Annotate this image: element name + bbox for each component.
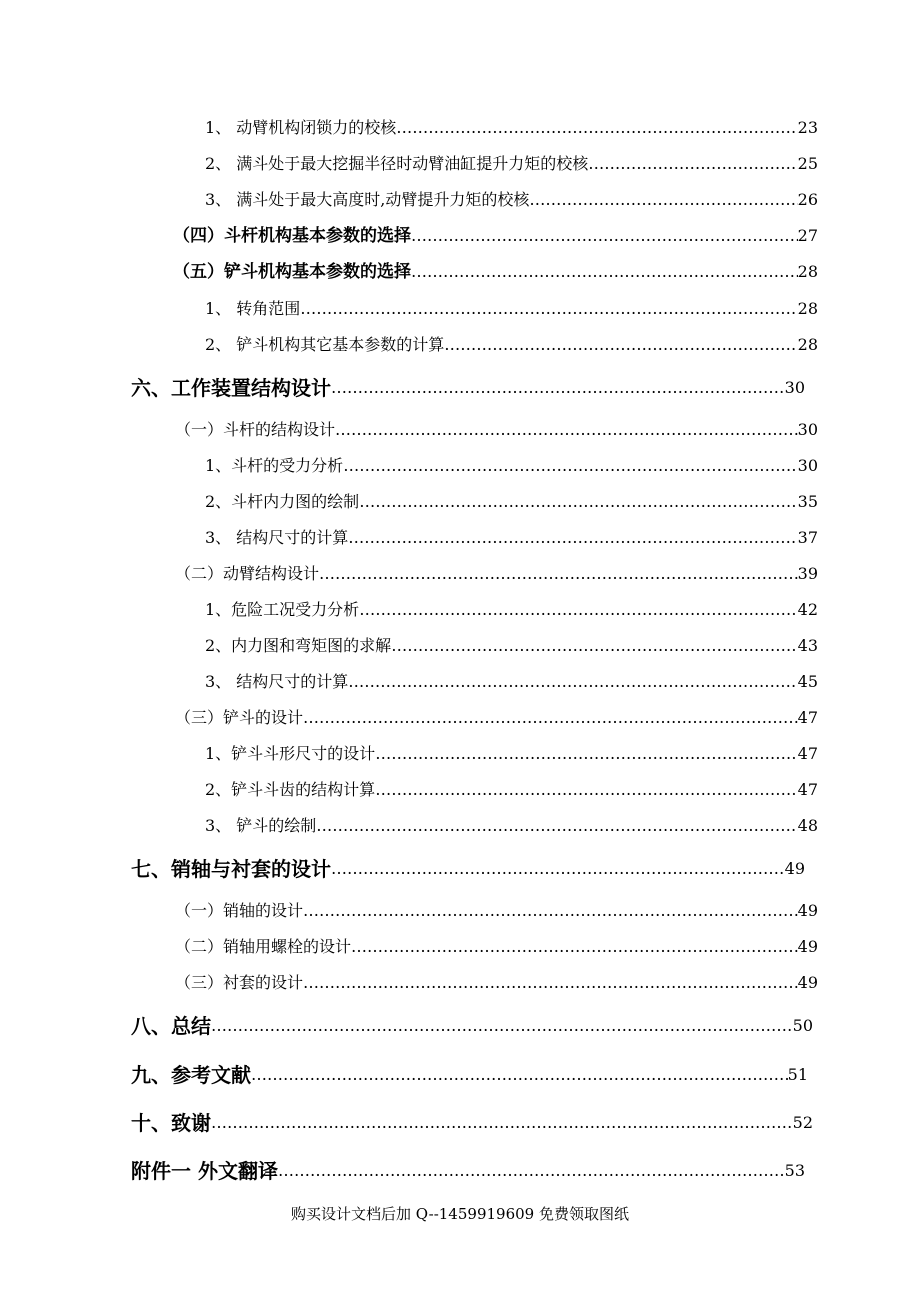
toc-entry-title: 2、 铲斗机构其它基本参数的计算 (205, 335, 445, 354)
toc-entry[interactable] (173, 224, 818, 248)
toc-entry[interactable] (205, 189, 818, 211)
toc-entry[interactable] (205, 815, 818, 837)
toc-leader-dots (303, 707, 798, 729)
toc-chapter-page: 53 (784, 1161, 805, 1180)
toc-entry-title: （二）销轴用螺栓的设计 (175, 937, 352, 956)
toc-chapter[interactable] (131, 1012, 813, 1040)
toc-entry-page: 26 (797, 190, 818, 209)
toc-entry[interactable] (205, 298, 818, 320)
toc-leader-dots (588, 153, 797, 175)
toc-leader-dots (411, 260, 798, 284)
toc-entry[interactable] (175, 972, 818, 994)
toc-entry-title: 1、 转角范围 (205, 299, 301, 318)
toc-entry-page: 49 (797, 901, 818, 920)
toc-entry-page: 28 (797, 262, 818, 281)
toc-entry-title: 2、斗杆内力图的绘制 (205, 492, 360, 511)
toc-entry-page: 25 (797, 154, 818, 173)
toc-entry-page: 49 (797, 973, 818, 992)
toc-chapter-title: 附件一 外文翻译 (131, 1159, 278, 1183)
toc-entry[interactable] (205, 491, 818, 513)
toc-entry[interactable] (175, 900, 818, 922)
toc-entry-page: 47 (797, 780, 818, 799)
toc-leader-dots (351, 936, 798, 958)
toc-leader-dots (375, 743, 797, 765)
toc-leader-dots (375, 779, 797, 801)
toc-entry[interactable] (173, 260, 818, 284)
toc-entry-title: 1、铲斗斗形尺寸的设计 (205, 744, 376, 763)
toc-leader-dots (331, 374, 785, 402)
toc-entry-title: 1、危险工况受力分析 (205, 600, 360, 619)
toc-entry-title: （一）斗杆的结构设计 (175, 420, 336, 439)
toc-leader-dots (396, 117, 797, 139)
toc-entry-page: 49 (797, 937, 818, 956)
toc-leader-dots (331, 855, 785, 883)
toc-leader-dots (359, 599, 797, 621)
toc-entry-page: 23 (797, 118, 818, 137)
toc-leader-dots (303, 900, 798, 922)
toc-entry[interactable] (205, 455, 818, 477)
toc-leader-dots (411, 224, 798, 248)
toc-leader-dots (529, 189, 797, 211)
toc-leader-dots (211, 1012, 793, 1040)
toc-entry-page: 47 (797, 744, 818, 763)
toc-leader-dots (278, 1157, 785, 1185)
toc-leader-dots (343, 455, 797, 477)
toc-entry-page: 39 (797, 564, 818, 583)
toc-entry-title: 3、 满斗处于最大高度时,动臂提升力矩的校核 (205, 190, 530, 209)
toc-entry-title: 2、铲斗斗齿的结构计算 (205, 780, 376, 799)
toc-chapter-title: 八、总结 (131, 1014, 211, 1038)
toc-leader-dots (303, 972, 798, 994)
toc-entry-title: （三）衬套的设计 (175, 973, 304, 992)
toc-chapter-page: 49 (784, 859, 805, 878)
toc-entry[interactable] (205, 117, 818, 139)
toc-entry-page: 28 (797, 299, 818, 318)
toc-leader-dots (391, 635, 797, 657)
toc-chapter-title: 七、销轴与衬套的设计 (131, 857, 331, 881)
toc-entry-page: 30 (797, 420, 818, 439)
toc-entry-title: （一）销轴的设计 (175, 901, 304, 920)
toc-entry-title: 1、 动臂机构闭锁力的校核 (205, 118, 397, 137)
toc-entry-page: 30 (797, 456, 818, 475)
toc-entry-page: 37 (797, 528, 818, 547)
toc-leader-dots (319, 563, 798, 585)
toc-entry-page: 47 (797, 708, 818, 727)
toc-chapter-title: 十、致谢 (131, 1111, 211, 1135)
toc-leader-dots (251, 1061, 788, 1089)
toc-entry-title: 2、内力图和弯矩图的求解 (205, 636, 392, 655)
toc-chapter-page: 30 (784, 378, 805, 397)
toc-chapter-title: 九、参考文献 (131, 1063, 251, 1087)
toc-entry[interactable] (205, 743, 818, 765)
toc-chapter[interactable] (131, 1157, 805, 1185)
toc-entry-title: （四）斗杆机构基本参数的选择 (173, 226, 411, 246)
toc-leader-dots (348, 671, 797, 693)
toc-entry-title: （五）铲斗机构基本参数的选择 (173, 262, 411, 282)
toc-entry-page: 45 (797, 672, 818, 691)
toc-entry-title: 3、 铲斗的绘制 (205, 816, 317, 835)
toc-entry[interactable] (205, 153, 818, 175)
toc-chapter[interactable] (131, 374, 805, 402)
toc-entry-title: 3、 结构尺寸的计算 (205, 528, 349, 547)
toc-entry[interactable] (205, 599, 818, 621)
toc-entry[interactable] (175, 707, 818, 729)
toc-entry-title: （二）动臂结构设计 (175, 564, 320, 583)
toc-chapter-page: 50 (792, 1016, 813, 1035)
toc-entry-page: 48 (797, 816, 818, 835)
toc-entry-page: 42 (797, 600, 818, 619)
toc-entry-title: 3、 结构尺寸的计算 (205, 672, 349, 691)
toc-leader-dots (348, 527, 797, 549)
toc-entry-page: 27 (797, 226, 818, 245)
toc-entry[interactable] (205, 671, 818, 693)
footer-note: 购买设计文档后加 Q--1459919609 免费领取图纸 (291, 1205, 629, 1223)
toc-entry-title: 1、斗杆的受力分析 (205, 456, 344, 475)
toc-entry-page: 43 (797, 636, 818, 655)
toc-leader-dots (211, 1109, 793, 1137)
toc-chapter-page: 51 (787, 1065, 808, 1084)
toc-chapter[interactable] (131, 1109, 813, 1137)
toc-entry[interactable] (205, 635, 818, 657)
toc-leader-dots (444, 334, 797, 356)
toc-entry-page: 28 (797, 335, 818, 354)
toc-leader-dots (359, 491, 797, 513)
toc-entry-page: 35 (797, 492, 818, 511)
toc-chapter-page: 52 (792, 1113, 813, 1132)
toc-chapter[interactable] (131, 855, 805, 883)
toc-entry[interactable] (175, 563, 818, 585)
toc-entry[interactable] (205, 334, 818, 356)
toc-leader-dots (335, 419, 798, 441)
toc-entry[interactable] (205, 527, 818, 549)
toc-chapter-title: 六、工作装置结构设计 (131, 376, 331, 400)
toc-entry[interactable] (175, 419, 818, 441)
toc-entry[interactable] (175, 936, 818, 958)
toc-leader-dots (316, 815, 797, 837)
toc-entry[interactable] (205, 779, 818, 801)
toc-entry-title: 2、 满斗处于最大挖掘半径时动臂油缸提升力矩的校核 (205, 154, 589, 173)
toc-entry-title: （三）铲斗的设计 (175, 708, 304, 727)
toc-leader-dots (300, 298, 797, 320)
toc-chapter[interactable] (131, 1061, 808, 1089)
